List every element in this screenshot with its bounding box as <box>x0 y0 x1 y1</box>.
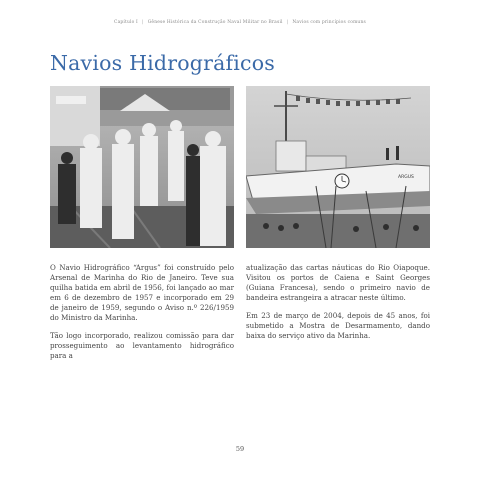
ceremony-photo-image <box>50 86 234 248</box>
header-separator: | <box>286 20 289 25</box>
header-chapter: Capítulo I <box>114 20 138 25</box>
ship-launch-photo <box>246 86 430 248</box>
body-text-left-column <box>50 263 234 369</box>
ship-launch-photo-image <box>246 86 430 248</box>
running-header <box>0 20 480 25</box>
header-book-title: Gênese Histórica da Construção Naval Militar no Brasil <box>147 20 283 25</box>
paragraph: atualização das cartas náuticas do Rio Oiapoque. Visitou os portos de Caiena e Saint Georges (Guiana Francesa), sendo o primeiro navio de bandeira estrangeira a atracar neste último. <box>246 263 430 302</box>
paragraph: O Navio Hidrográfico “Argus” foi construído pelo Arsenal de Marinha do Rio de Janeiro. Teve sua quilha batida em abril de 1956, foi lançado ao mar em 6 de dezembro de 1957 e incorporado em 29 de janeiro de 1959, segundo o Aviso n.º 226/1959 do Ministro da Marinha. <box>50 263 234 322</box>
body-text-right-column <box>246 263 430 349</box>
ship-hull-name: ARGUS <box>398 175 414 180</box>
page-title: Navios Hidrográficos <box>50 51 276 75</box>
header-separator: | <box>142 20 144 25</box>
header-section: Navios com princípios comuns <box>292 20 366 25</box>
page-number: 59 <box>235 445 245 453</box>
ceremony-photo <box>50 86 234 248</box>
paragraph: Tão logo incorporado, realizou comissão para dar prosseguimento ao levantamento hidrográfico para a <box>50 331 234 360</box>
paragraph: Em 23 de março de 2004, depois de 45 anos, foi submetido a Mostra de Desarmamento, dando baixa do serviço ativo da Marinha. <box>246 311 430 340</box>
